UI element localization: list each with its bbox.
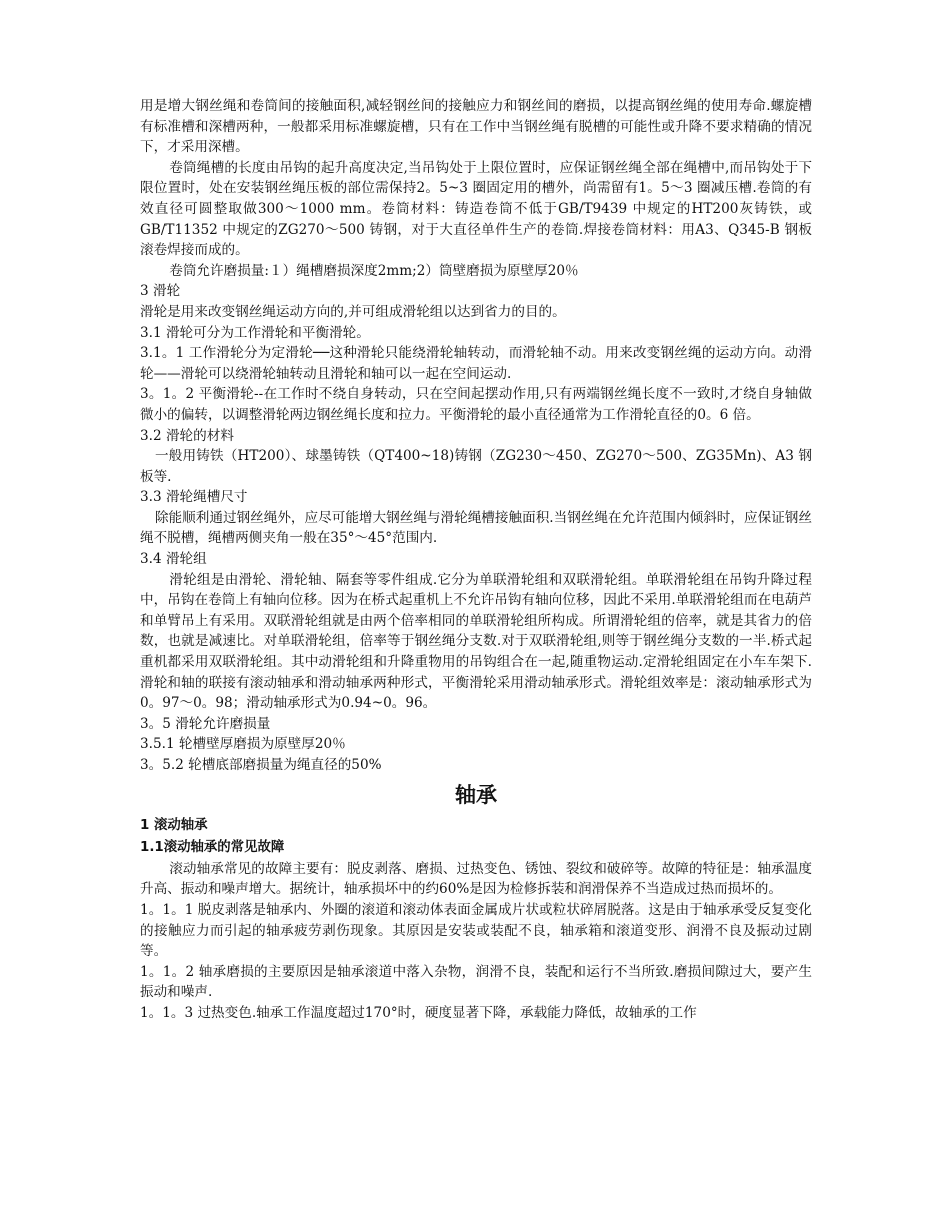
document-page: [140, 96, 812, 1024]
paragraph-faults-intro: 滚动轴承常见的故障主要有：脱皮剥落、磨损、过热变色、锈蚀、裂纹和破碎等。故障的特征是：轴承温度升高、振动和噪声增大。据统计，轴承损坏中的约60%是因为检修拆装和润滑保养不当造成过热而损坏的。: [140, 860, 812, 898]
paragraph-1-1-3: 1。1。3 过热变色.轴承工作温度超过170°时，硬度显著下降，承载能力降低，故轴承的工作: [140, 1004, 697, 1021]
page-title-bearing: 轴承: [455, 782, 497, 807]
paragraph-3-3: 除能顺利通过钢丝绳外，应尽可能增大钢丝绳与滑轮绳槽接触面积.当钢丝绳在允许范围内倾斜时，应保证钢丝绳不脱槽，绳槽两侧夹角一般在35°～45°范围内.: [140, 509, 812, 547]
heading-rolling-bearing: 1 滚动轴承: [140, 817, 208, 833]
heading-3-5-1: 3.5.1 轮槽壁厚磨损为原壁厚20％: [140, 736, 346, 753]
heading-3-4: 3.4 滑轮组: [140, 551, 207, 568]
heading-3-3: 3.3 滑轮绳槽尺寸: [140, 489, 248, 506]
section-heading-pulley: 3 滑轮: [140, 283, 181, 300]
paragraph-drum-groove-length: 卷筒绳槽的长度由吊钩的起升高度决定,当吊钩处于上限位置时，应保证钢丝绳全部在绳槽中,而吊钩处于下限位置时，处在安装钢丝绳压板的部位需保持2。5~3 圈固定用的槽外，尚需留有1。5～3 圈减压槽.卷筒的有效直径可圆整取做300～1000 mm。卷筒材料：铸造卷筒不低于GB/T9439 中规定的HT200灰铸铁，或GB/T11352 中规定的ZG270～500 铸钢，对于大直径单件生产的卷筒.焊接卷筒材料：用A3、Q345-B 钢板滚卷焊接而成的。: [140, 159, 812, 259]
paragraph-3-1-1: 3.1。1 工作滑轮分为定滑轮──这种滑轮只能绕滑轮轴转动，而滑轮轴不动。用来改变钢丝绳的运动方向。动滑轮——滑轮可以绕滑轮轴转动且滑轮和轴可以一起在空间运动.: [140, 345, 812, 382]
heading-3-1: 3.1 滑轮可分为工作滑轮和平衡滑轮。: [140, 324, 370, 341]
paragraph-groove-intro: 用是增大钢丝绳和卷筒间的接触面积,减轻钢丝间的接触应力和钢丝间的磨损，以提高钢丝绳的使用寿命.螺旋槽有标准槽和深槽两种，一般都采用标准螺旋槽，只有在工作中当钢丝绳有脱槽的可能性或升降不要求精确的情况下，才采用深槽。: [140, 98, 812, 156]
heading-3-5: 3。5 滑轮允许磨损量: [140, 715, 271, 732]
heading-3-2: 3.2 滑轮的材料: [140, 427, 234, 444]
heading-3-5-2: 3。5.2 轮槽底部磨损量为绳直径的50%: [140, 757, 382, 773]
paragraph-3-4: 滑轮组是由滑轮、滑轮轴、隔套等零件组成.它分为单联滑轮组和双联滑轮组。单联滑轮组在吊钩升降过程中，吊钩在卷筒上有轴向位移。因为在桥式起重机上不允许吊钩有轴向位移，因此不采用.单联滑轮组而在电葫芦和单臂吊上有采用。双联滑轮组就是由两个倍率相同的单联滑轮组所构成。所谓滑轮组的倍率，就是其省力的倍数，也就是减速比。对单联滑轮组，倍率等于钢丝绳分支数.对于双联滑轮组,则等于钢丝绳分支数的一半.桥式起重机都采用双联滑轮组。其中动滑轮组和升降重物用的吊钩组合在一起,随重物运动.定滑轮组固定在小车车架下.滑轮和轴的联接有滚动轴承和滑动轴承两种形式，平衡滑轮采用滑动轴承形式。滑轮组效率是：滚动轴承形式为0。97～0。98；滑动轴承形式为0.94~0。96。: [140, 571, 812, 712]
paragraph-pulley-intro: 滑轮是用来改变钢丝绳运动方向的,并可组成滑轮组以达到省力的目的。: [140, 303, 566, 320]
paragraph-1-1-1: 1。1。1 脱皮剥落是轴承内、外圈的滚道和滚动体表面金属成片状或粒状碎屑脱落。这是由于轴承承受反复变化的接触应力而引起的轴承疲劳剥伤现象。其原因是安装或装配不良，轴承箱和滚道变形、润滑不良及振动过剧等。: [140, 901, 812, 960]
paragraph-3-1-2: 3。1。2 平衡滑轮--在工作时不绕自身转动，只在空间起摆动作用,只有两端钢丝绳长度不一致时,才绕自身轴做微小的偏转，以调整滑轮两边钢丝绳长度和拉力。平衡滑轮的最小直径通常为工作滑轮直径的0。6 倍。: [140, 386, 812, 423]
paragraph-1-1-2: 1。1。2 轴承磨损的主要原因是轴承滚道中落入杂物，润滑不良，装配和运行不当所致.磨损间隙过大，要产生振动和噪声.: [140, 963, 812, 1001]
heading-common-faults: 1.1滚动轴承的常见故障: [140, 840, 285, 856]
paragraph-drum-wear: 卷筒允许磨损量:１）绳槽磨损深度2mm;2）筒壁磨损为原壁厚20％: [169, 262, 579, 279]
paragraph-3-2: 一般用铸铁（HT200）、球墨铸铁（QT400~18)铸钢（ZG230～450、ZG270～500、ZG35Mn)、A3 钢板等.: [140, 448, 812, 485]
